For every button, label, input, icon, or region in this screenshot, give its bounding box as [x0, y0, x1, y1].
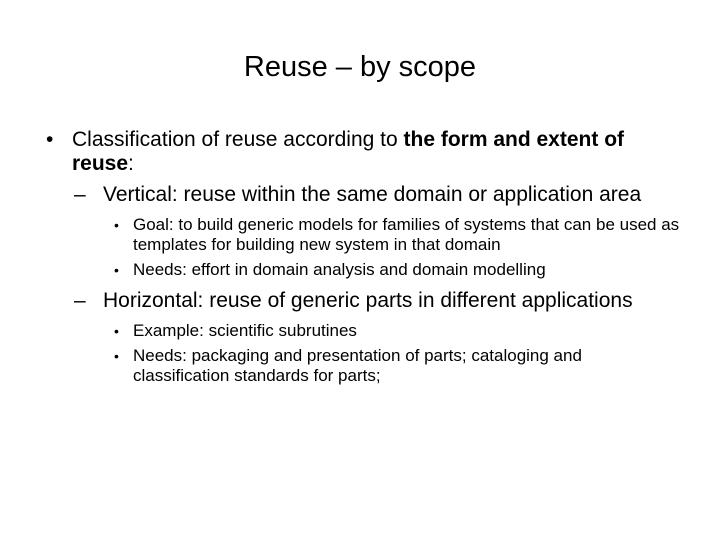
- dash-marker: –: [74, 289, 86, 312]
- bullet-marker: •: [114, 262, 119, 278]
- slide-title: Reuse – by scope: [243, 51, 477, 83]
- item-text: Needs: effort in domain analysis and domain modelling: [133, 260, 546, 279]
- subbullet-vertical: [0, 183, 720, 207]
- bullet-text-bold: the form and extent of reuse: [72, 128, 625, 175]
- item-text: Needs: packaging and presentation of parts; cataloging and classification standards for parts;: [133, 346, 582, 385]
- bullet-marker: •: [114, 323, 119, 339]
- bullet-text-end: :: [128, 152, 134, 175]
- item-vertical-needs: [0, 260, 720, 280]
- bullet-text-plain: Classification of reuse according to: [72, 128, 404, 151]
- subbullet-vertical-text: Vertical: reuse within the same domain or application area: [103, 183, 642, 206]
- bullet-marker: •: [46, 128, 54, 151]
- item-vertical-goal: [0, 215, 720, 255]
- bullet-classification: [0, 128, 720, 176]
- item-text: Example: scientific subrutines: [133, 321, 357, 340]
- bullet-marker: •: [114, 217, 119, 233]
- dash-marker: –: [74, 183, 86, 206]
- item-horizontal-needs: [0, 346, 720, 386]
- bullet-marker: •: [114, 348, 119, 364]
- subbullet-horizontal: [0, 289, 720, 313]
- item-text: Goal: to build generic models for families of systems that can be used as templates for building new system in that domain: [133, 215, 680, 254]
- slide-body: [0, 128, 720, 386]
- item-horizontal-example: [0, 321, 720, 341]
- subbullet-horizontal-text: Horizontal: reuse of generic parts in different applications: [103, 289, 633, 312]
